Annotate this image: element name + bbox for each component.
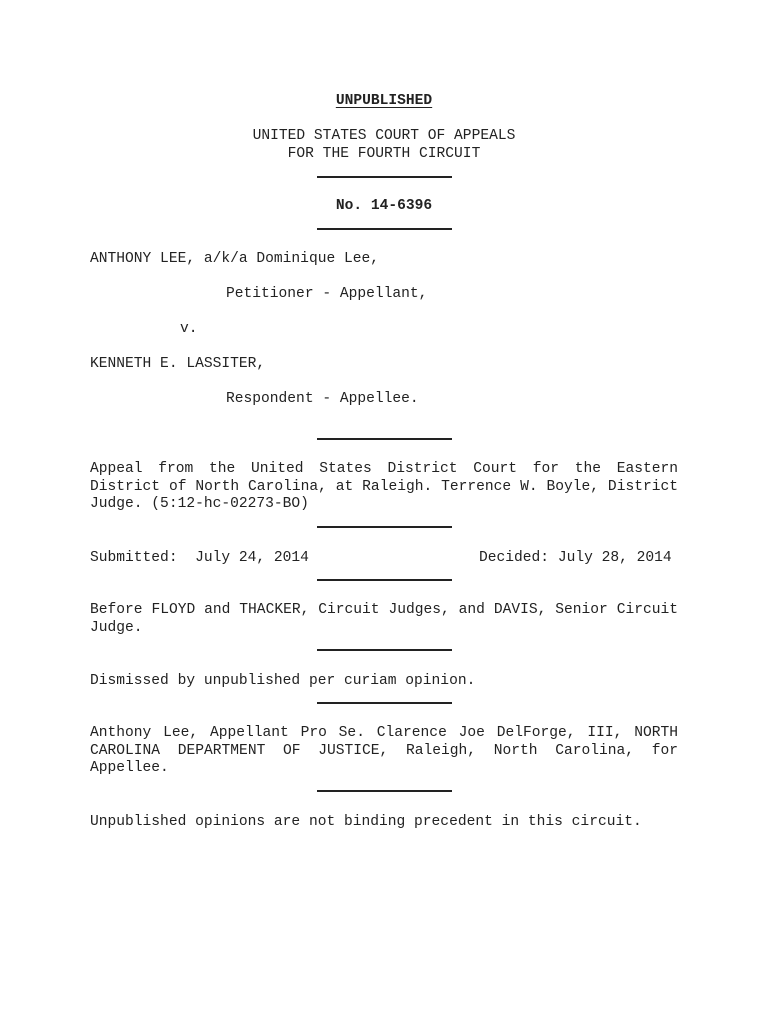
respondent-role: Respondent - Appellee. [226,391,419,407]
divider-rule [317,228,452,230]
divider-rule [317,438,452,440]
divider-rule [317,702,452,704]
divider-rule [317,790,452,792]
disposition: Dismissed by unpublished per curiam opinion. [90,673,476,689]
divider-rule [317,176,452,178]
divider-rule [317,579,452,581]
panel-paragraph: Before FLOYD and THACKER, Circuit Judges, and DAVIS, Senior Circuit Judge. [90,602,678,636]
unpublished-heading: UNPUBLISHED [335,93,433,109]
court-name-line1: UNITED STATES COURT OF APPEALS [252,128,516,144]
petitioner-role: Petitioner - Appellant, [226,286,428,302]
unpublished-notice: Unpublished opinions are not binding precedent in this circuit. [90,814,642,830]
counsel-paragraph: Anthony Lee, Appellant Pro Se. Clarence Joe DelForge, III, NORTH CAROLINA DEPARTMENT OF JUSTICE, Raleigh, North Carolina, for Appellee. [90,725,678,777]
petitioner-name: ANTHONY LEE, a/k/a Dominique Lee, [90,251,380,267]
court-name-line2: FOR THE FOURTH CIRCUIT [287,146,481,162]
respondent-name: KENNETH E. LASSITER, [90,356,266,372]
decided-date: Decided: July 28, 2014 [479,550,672,566]
case-number: No. 14-6396 [335,198,433,214]
submitted-date: Submitted: July 24, 2014 [90,550,309,566]
versus: v. [180,321,198,337]
appeal-from-paragraph: Appeal from the United States District Court for the Eastern District of North Carolina, at Raleigh. Terrence W. Boyle, District Judge. (5:12-hc-02273-BO) [90,461,678,513]
divider-rule [317,649,452,651]
divider-rule [317,526,452,528]
